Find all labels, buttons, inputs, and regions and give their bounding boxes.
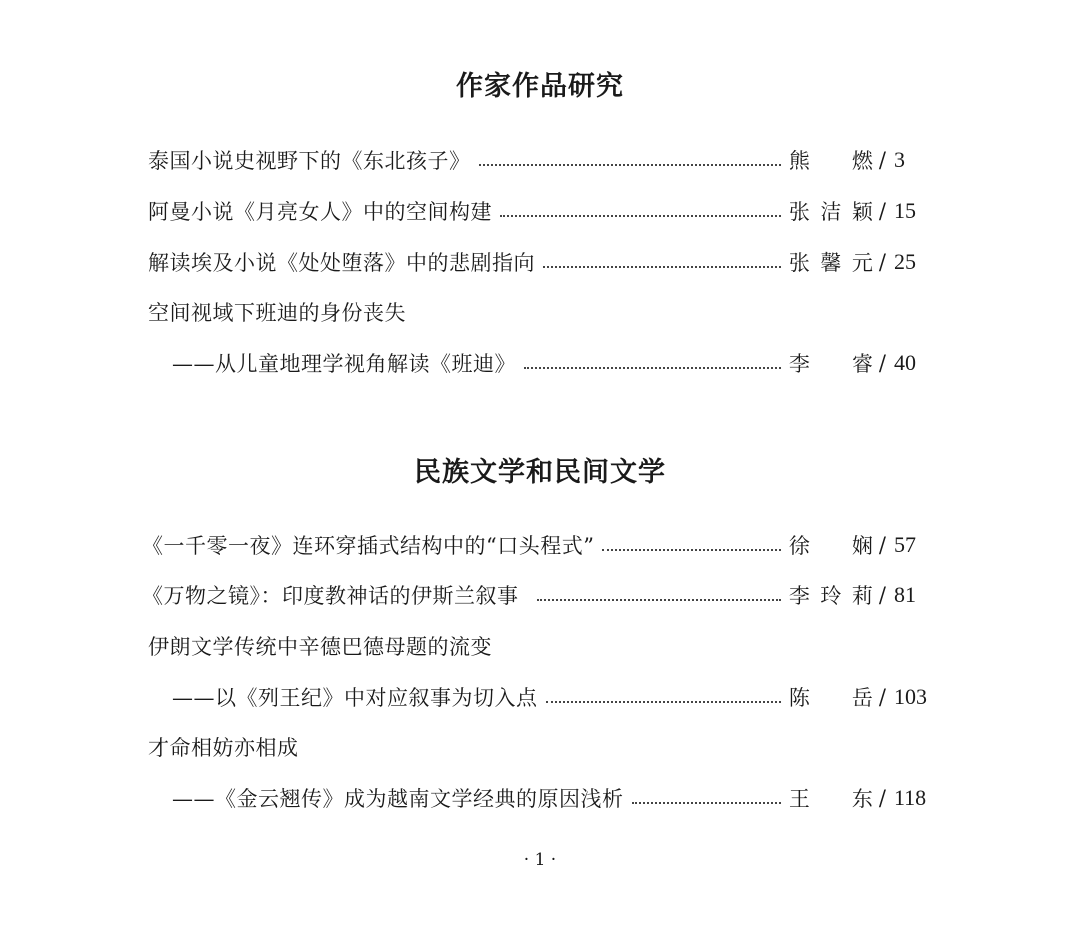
- entry-subtitle: ——以《列王纪》中对应叙事为切入点: [172, 686, 538, 710]
- toc-entry[interactable]: [148, 145, 940, 175]
- entry-page: 40: [894, 350, 916, 375]
- leader-dots: [632, 802, 781, 804]
- entry-title: 《一千零一夜》连环穿插式结构中的“口头程式”: [142, 534, 595, 558]
- toc-entry-heading[interactable]: [148, 631, 940, 661]
- entry-page: 118: [894, 785, 927, 810]
- entry-subtitle: ——从儿童地理学视角解读《班迪》: [172, 352, 516, 376]
- leader-dots: [537, 599, 781, 601]
- toc-entry[interactable]: [142, 580, 940, 610]
- leader-dots: [524, 367, 781, 369]
- toc-entry[interactable]: [148, 196, 940, 226]
- entry-subtitle: ——《金云翘传》成为越南文学经典的原因浅析: [172, 787, 624, 811]
- entry-title: 泰国小说史视野下的《东北孩子》: [148, 149, 471, 173]
- separator: /: [878, 533, 886, 557]
- toc-entry-subtitle[interactable]: [172, 348, 940, 378]
- entry-author: 张 洁 颖: [788, 200, 873, 224]
- entry-author: 李 睿: [788, 352, 873, 376]
- section-title-writer-works: 作家作品研究: [456, 71, 624, 102]
- entry-author: 张 馨 元: [788, 251, 873, 275]
- page-number: · 1 ·: [523, 850, 557, 870]
- separator: /: [878, 351, 886, 375]
- leader-dots: [500, 215, 781, 217]
- separator: /: [878, 786, 886, 810]
- entry-page: 15: [894, 198, 916, 223]
- entry-author: 徐 娴: [788, 534, 873, 558]
- toc-entry-subtitle[interactable]: [172, 783, 940, 813]
- leader-dots: [543, 266, 781, 268]
- entry-page: 57: [894, 532, 916, 557]
- toc-entry-heading[interactable]: [148, 297, 940, 327]
- entry-author: 熊 燃: [788, 149, 873, 173]
- entry-page: 3: [894, 147, 905, 172]
- section-title-ethnic-folk-literature: 民族文学和民间文学: [414, 457, 666, 488]
- leader-dots: [479, 164, 781, 166]
- entry-author: 陈 岳: [788, 686, 873, 710]
- toc-entry-heading[interactable]: [148, 732, 940, 762]
- entry-title: 空间视域下班迪的身份丧失: [148, 301, 406, 325]
- toc-entry[interactable]: [148, 247, 940, 277]
- entry-title: 才命相妨亦相成: [148, 736, 299, 760]
- separator: /: [878, 583, 886, 607]
- separator: /: [878, 250, 886, 274]
- entry-title: 解读埃及小说《处处堕落》中的悲剧指向: [148, 251, 535, 275]
- toc-entry-subtitle[interactable]: [172, 682, 940, 712]
- leader-dots: [602, 549, 780, 551]
- leader-dots: [546, 701, 781, 703]
- separator: /: [878, 685, 886, 709]
- entry-author: 王 东: [788, 787, 873, 811]
- separator: /: [878, 148, 886, 172]
- entry-page: 25: [894, 249, 916, 274]
- entry-title: 《万物之镜》：印度教神话的伊斯兰叙事: [142, 584, 519, 608]
- entry-title: 阿曼小说《月亮女人》中的空间构建: [148, 200, 492, 224]
- entry-author: 李 玲 莉: [788, 584, 873, 608]
- separator: /: [878, 199, 886, 223]
- entry-page: 103: [894, 684, 927, 709]
- toc-entry[interactable]: [142, 530, 940, 560]
- entry-page: 81: [894, 582, 916, 607]
- entry-title: 伊朗文学传统中辛德巴德母题的流变: [148, 635, 492, 659]
